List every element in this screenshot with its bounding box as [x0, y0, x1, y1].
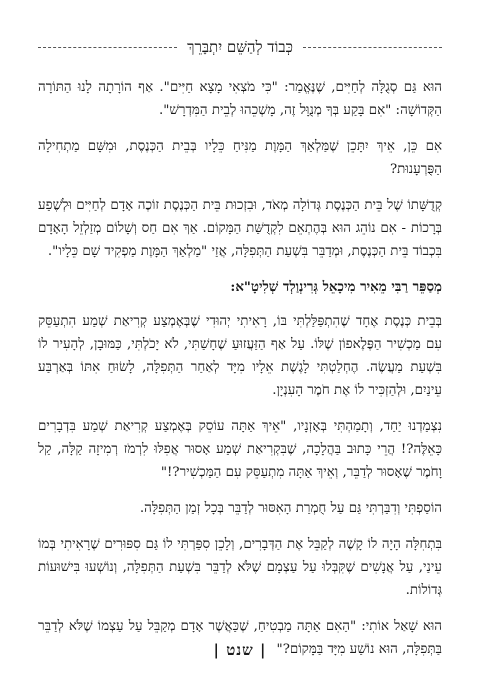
- body-text: [38, 76, 442, 661]
- paragraph: בְּבֵית כְּנֶסֶת אֶחָד שֶׁהִתְפַּלַּלְתִּי בּוֹ, רָאִיתִי יְהוּדִי שֶׁבְּאֶמְצַע קְרִיאַת שְׁמַע הִתְעַסֵּק עִם מַכְשִׁיר הַפֶּלֶאפוֹן שֶׁלּוֹ. עַל אַף הַזַּעֲזוּעַ שֶׁחָשַׁתִּי, לֹא יָכֹלְתִּי, כַּמּוּבָן, לְהָעִיר לוֹ בִּשְׁעַת מַעֲשֶׂה. הֶחְלַטְתִּי לָגֶשֶׁת אֵלָיו מִיָּד לְאַחַר הַתְּפִלָּה, לָשׂוּחַ אִתּוֹ בְּאַרְבַּע עֵינַיִם, וּלְהַזְכִּיר לוֹ אֶת חֹמֶר הָעִנְיָן.: [38, 314, 442, 398]
- paragraph: קְדֻשָּׁתוֹ שֶׁל בֵּית הַכְּנֶסֶת גְּדוֹלָה מְאֹד, וּבִזְכוּת בֵּית הַכְּנֶסֶת זוֹכֶה אָדָם לְחַיִּים וּלְשֶׁפַע בְּרָכוֹת - אִם נוֹהֵג הוּא בְּהֶתְאֵם לִקְדֻשַּׁת הַמָּקוֹם. אַךְ אִם חַס וְשָׁלוֹם מְזַלְזֵל הָאָדָם בִּכְבוֹד בֵּית הַכְּנֶסֶת, וּמְדַבֵּר בִּשְׁעַת הַתְּפִלָּה, אֲזַי "מַלְאַךְ הַמָּוֶת מַפְקִיד שָׁם כֵּלָיו".: [38, 198, 442, 259]
- page-number: | שנט |: [213, 641, 267, 659]
- header-rule-right: [303, 47, 442, 48]
- story-intro-heading: מְסַפֵּר רַבִּי מֵאִיר מִיכָאֵל גְּרִינְוַלְד שְׁלִיטָ"א:: [230, 279, 442, 295]
- paragraph: אִם כֵּן, אֵיךְ יִתָּכֵן שֶׁמַּלְאַךְ הַמָּוֶת מַנִּיחַ כֵּלָיו בְּבֵית הַכְּנֶסֶת, וּמִשָּׁם מַתְחִילָה הַפֻּרְעָנוּת?: [38, 139, 442, 177]
- paragraph: הוֹסַפְתִּי וְדִבַּרְתִּי גַּם עַל חֻמְרַת הָאִסּוּר לְדַבֵּר בְּכָל זְמַן הַתְּפִלָּה.: [139, 501, 442, 516]
- header-rule-left: [38, 47, 177, 48]
- header-title: כְּבוֹד לְהַשֵּׁם יִתְבָּרֵךְ: [187, 37, 293, 56]
- paragraph: הוּא גַּם סְגֻלָּה לְחַיִּים, שֶׁנֶּאֱמַר: "כִּי מֹצְאִי מָצָא חַיִּים". אַף הוֹרָתָה לָנוּ הַתּוֹרָה הַקְּדוֹשָׁה: "אִם בָּקַע בְּךָ מְנֻוָּל זֶה, מָשְׁכֵהוּ לְבֵית הַמִּדְרָשׁ".: [38, 80, 442, 118]
- paragraph: נִצְמַדְנוּ יַחַד, וְתָמַהְתִּי בְּאָזְנָיו, "אֵיךְ אַתָּה עוֹסֵק בְּאֶמְצַע קְרִיאַת שְׁמַע בִּדְבָרִים כָּאֵלֶּה?! הֲרֵי כָּתוּב בַּהֲלָכָה, שֶׁבִּקְרִיאַת שְׁמַע אָסוּר אֲפִלּוּ לִרְמֹז רְמִיזָה קַלָּה, קַל וָחֹמֶר שֶׁאָסוּר לְדַבֵּר, וְאֵיךְ אַתָּה מִתְעַסֵּק עִם הַמַּכְשִׁיר?!": [38, 419, 442, 480]
- running-header: [38, 36, 442, 58]
- paragraph: הוּא שָׁאַל אוֹתִי: "הַאִם אַתָּה מַבְטִיחַ, שֶׁכַּאֲשֶׁר אָדָם מְקַבֵּל עַל עַצְמוֹ שֶׁלֹּא לְדַבֵּר בַּתְּפִלָּה, הוּא נוֹשַׁע מִיָּד בַּמָּקוֹם?": [38, 619, 442, 657]
- paragraph: בִּתְחִלָּה הָיָה לוֹ קָשֶׁה לְקַבֵּל אֶת הַדְּבָרִים, וְלָכֵן סִפַּרְתִּי לוֹ גַּם סִפּוּרִים שֶׁרָאִיתִי בְּמוֹ עֵינַי, עַל אֲנָשִׁים שֶׁקִּבְּלוּ עַל עַצְמָם שֶׁלֹּא לְדַבֵּר בִּשְׁעַת הַתְּפִלָּה, וְנוֹשְׁעוּ בִּישׁוּעוֹת גְּדוֹלוֹת.: [38, 537, 442, 598]
